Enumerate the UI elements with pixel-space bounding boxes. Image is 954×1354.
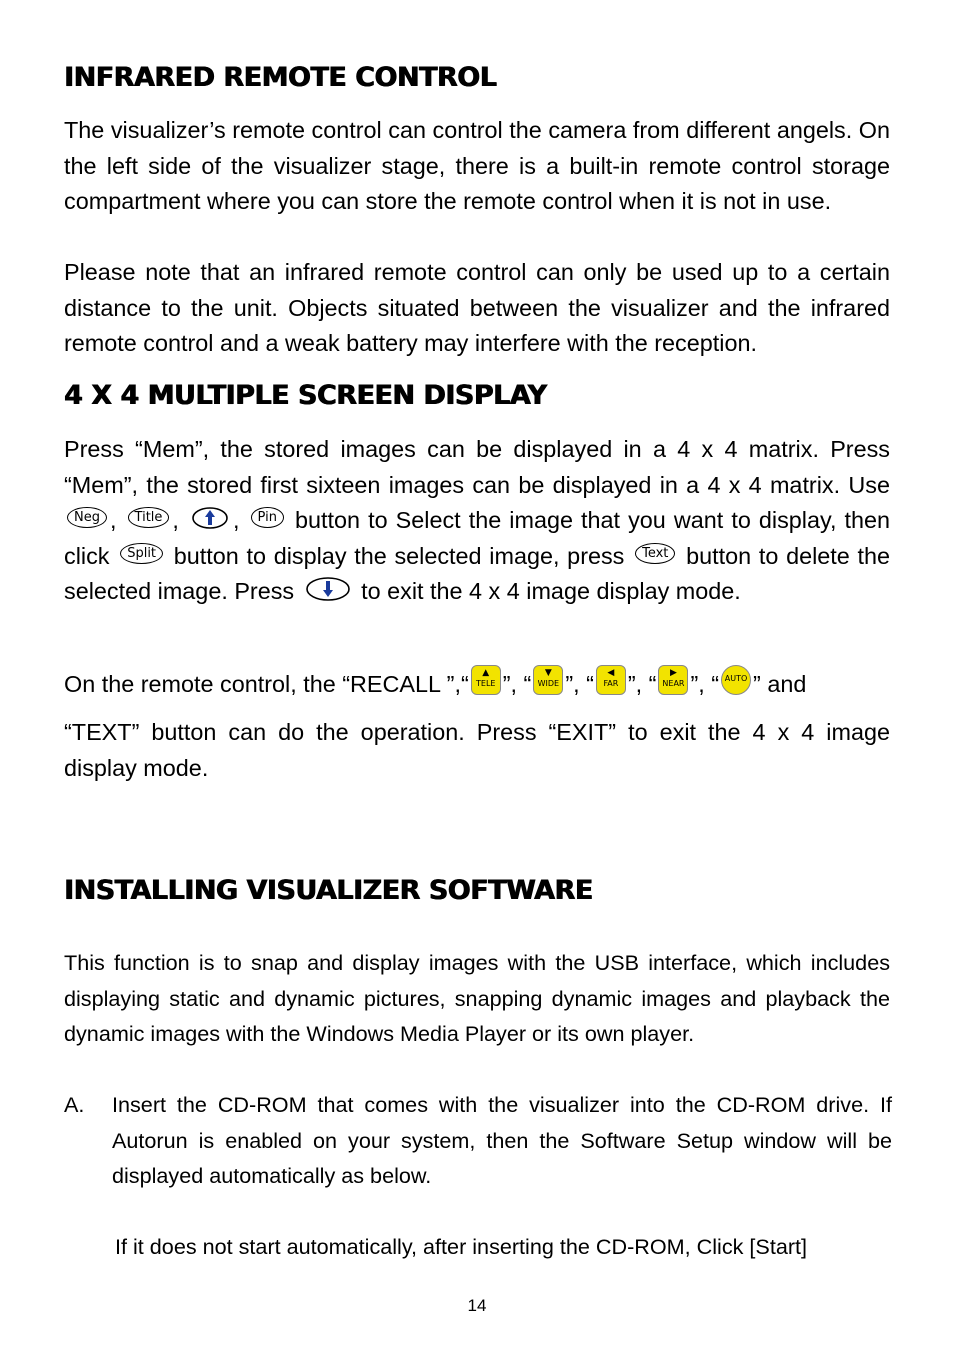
hand-down-icon (304, 576, 352, 602)
wide-icon: ▼ WIDE (533, 665, 563, 695)
remote-intro: On the remote control, the “RECALL ”,“ (64, 671, 469, 697)
quote-separator: ”, “ (690, 671, 720, 697)
paragraph-remote-description: The visualizer’s remote control can control the camera from different angels. On the left side of the visualizer stage, there is a built-in remote control storage compartment where you can store the remote control when it is not in use. (64, 117, 890, 214)
neg-key-icon: Neg (67, 507, 107, 528)
page-number: 14 (467, 1296, 487, 1315)
text-key-icon: Text (635, 543, 675, 564)
separator: , (172, 507, 179, 533)
separator: , (232, 507, 240, 533)
hand-up-icon (190, 506, 230, 530)
paragraph-autorun-fallback: If it does not start automatically, after inserting the CD-ROM, Click [Start] (115, 1234, 808, 1259)
mem-text: Press “Mem”, the stored images can be displayed in a 4 x 4 matrix. Press “Mem”, the stored first sixteen images can be displayed in a 4 x 4 matrix. (64, 436, 890, 498)
display-text: button to display the selected image, press (173, 542, 625, 569)
list-marker: A. (64, 1092, 85, 1117)
delete-text: button to delete the selected image. Press (64, 542, 891, 604)
list-item-text: Insert the CD-ROM that comes with the visualizer into the CD-ROM drive. If Autorun is enabled on your system, then the Software Setup window will be displayed automatically as below. (112, 1092, 892, 1188)
select-text: button to Select the image that you want to display, then click (64, 507, 891, 569)
quote-separator: ”, “ (627, 671, 657, 697)
exit-text: to exit the 4 x 4 image display mode. (361, 578, 741, 604)
split-key-icon: Split (120, 543, 163, 564)
paragraph-remote-range-note: Please note that an infrared remote control can only be used up to a certain distance to the unit. Objects situated between the visualizer and the infrared remote control and a weak battery may interfere with the reception. (64, 259, 890, 356)
auto-icon: AUTO (721, 665, 751, 695)
separator: , (109, 507, 117, 533)
paragraph-usb-function: This function is to snap and display images with the USB interface, which includes displaying static and dynamic pictures, snapping dynamic images and playback the dynamic images with the Windows Media Player or its own player. (64, 950, 890, 1046)
quote-close-and: ” and (753, 671, 807, 697)
quote-separator: ”, “ (502, 671, 532, 697)
title-key-icon: Title (128, 507, 170, 528)
tele-icon: ▲ TELE (471, 665, 501, 695)
paragraph-4x4-instructions (64, 432, 890, 610)
heading-installing-visualizer-software: INSTALLING VISUALIZER SOFTWARE (64, 875, 593, 906)
paragraph-remote-tail: “TEXT” button can do the operation. Press “EXIT” to exit the 4 x 4 image display mode. (64, 719, 890, 781)
heading-infrared-remote-control: INFRARED REMOTE CONTROL (64, 62, 497, 93)
near-icon: ▶ NEAR (658, 665, 688, 695)
use-word: Use (848, 471, 890, 498)
heading-4x4-multiple-screen-display: 4 X 4 MULTIPLE SCREEN DISPLAY (64, 380, 547, 411)
paragraph-remote-keys (64, 660, 890, 708)
far-icon: ◀ FAR (596, 665, 626, 695)
pin-key-icon: Pin (251, 507, 284, 528)
quote-separator: ”, “ (565, 671, 594, 697)
